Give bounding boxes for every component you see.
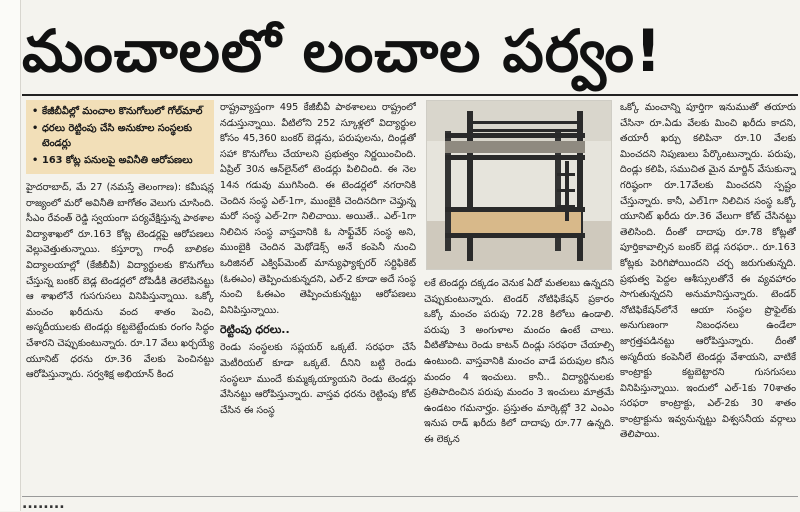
next-article-strip: ........ <box>22 496 798 512</box>
headline: మంచాలలో లంచాల పర్వం! <box>22 17 663 85</box>
highlights-box <box>26 100 214 174</box>
article-text: రాష్ట్రవ్యాప్తంగా 495 కేజీబీవీ పాఠశాలలు రాష్ట్రంలో నడుస్తున్నాయి. వీటిలోని 252 స్కూళ్లలో విద్యార్థుల కోసం 45,360 బంకర్ బెడ్లను, పరుపులను, దిండ్లతో సహా కొనుగోలు చేయాలని ప్రభుత్వం నిర్ణయించింది. ఏప్రిల్ 30న ఆన్‌లైన్‌లో టెండర్లు పిలిచింది. ఈ నెల 14న గడువు ముగిసింది. ఈ టెండర్లలో నగరానికి చెందిన సంస్థ ఎల్-1గా, ముంబైకి చెందినదిగా చెప్తున్న మరో సంస్థ ఎల్-2గా నిలిచాయి. అయితే.. ఎల్-1గా నిలిచిన సంస్థ వాస్తవానికి ఓ సాఫ్ట్‌వేర్ సంస్థ అని, ముంబైకి చెందిన మెథోడెక్స్ అనే కంపెనీ నుంచి ఒరిజినల్ ఎక్విప్‌మెంట్ మాన్యుఫ్యాక్చరర్ సర్టిఫికెట్ (ఓఈఎం) తెప్పించుకున్నదని, ఎల్-2 కూడా అదే సంస్థ నుంచి ఓఈఎం తెప్పించుకున్నట్టు ఆరోపణలు వినిపిస్తున్నాయి. <box>220 102 416 316</box>
article-text: ఒక్కో మంచాన్ని పూర్తిగా ఇనుముతో తయారు చేసినా రూ.ఏడు వేలకు మించి ఖరీదు కాదని, తయారీ ఖర్చు కలిపినా రూ.10 వేలకు మించదని నిపుణులు పేర్కొంటున్నారు. పరుపు, దిండ్లు కలిపి, సముచిత మైన మార్జిన్ వేసుకున్నా గరిష్ఠంగా రూ.17వేలకు మించదని స్పష్టం చేస్తున్నారు. కానీ, ఎల్1గా నిలిచిన సంస్థ ఒక్కో యూనిట్ ఖరీదు రూ.36 వేలుగా కోట్ చేసినట్టు తెలిసింది. దీంతో దాదాపు రూ.78 కోట్లతో పూర్తికావాల్సిన బంకర్ బెడ్ల సరఫరా.. రూ.163 కోట్లకు పెరిగిపోయిందని చర్చ జరుగుతున్నది. ప్రభుత్వ పెద్దల ఆశీస్సులతోనే ఈ వ్యవహారం సాగుతున్నదని అనుమానిస్తున్నారు. టెండర్ నోటిఫికేషన్‌లోనే ఆయా సంస్థల ప్రొఫైల్‌కు అనుగుణంగా నిబంధనలు ఉండేలా జాగ్రత్తపడినట్టు ఆరోపిస్తున్నారు. దీంతో అస్మదీయ కంపెనీలే టెండర్లు వేశాయని, వాటికే కాంట్రాక్టు కట్టబెట్టారని గుసగుసలు వినిపిస్తున్నాయి. ఇందులో ఎల్-1కు 70శాతం సరఫరా కాంట్రాక్టు, ఎల్-2కు 30 శాతం కాంట్రాక్టును ఇవ్వనున్నట్టు విశ్వసనీయ వర్గాలు తెలిపాయి. <box>620 102 796 441</box>
bullet-icon: • <box>32 106 39 117</box>
column-1 <box>26 100 214 500</box>
highlight-text: కేజీబీవీల్లో మంచాల కొనుగోలులో గోల్‌మాల్ <box>42 106 203 117</box>
highlight-text: ధరలు రెట్టింపు చేసి అనుకూల సంస్థలకు టెండర్లు <box>42 123 193 149</box>
highlight-item <box>32 121 208 151</box>
highlight-text: 163 కోట్ల పనులపై అవినీతి ఆరోపణలు <box>42 155 193 166</box>
headline-rule <box>22 94 798 96</box>
page-margin <box>0 0 21 511</box>
column-3 <box>424 100 614 500</box>
column-4 <box>620 100 796 500</box>
bunk-bed-image <box>427 101 611 269</box>
bunk-bed-photo <box>426 100 612 270</box>
highlight-item <box>32 104 208 119</box>
bullet-icon: • <box>32 123 39 134</box>
bullet-icon: • <box>32 155 39 166</box>
article-text: హైదరాబాద్, మే 27 (నమస్తే తెలంగాణ): కమీషన్ల రాజ్యంలో మరో అవినీతి బాగోతం వెలుగు చూసింది. సీఎం రేవంత్ రెడ్డి స్వయంగా పర్యవేక్షిస్తున్న పాఠశాల విద్యాశాఖలో రూ.163 కోట్ల టెండర్లపై ఆరోపణలు వెల్లువెత్తుతున్నాయి. కస్తూర్బా గాంధీ బాలికల విద్యాలయాల్లో (కేజీబీవీ) విద్యార్థులకు కొనుగోలు చేస్తున్న బంకర్ బెడ్ల టెండర్లలో దోపిడీకి తెరలేపినట్టు ఆ శాఖలోనే గుసగుసలు వినిపిస్తున్నాయి. ఒక్కో మంచం ఖరీదును వంద శాతం పెంచి, అస్మదీయులకు టెండర్లు కట్టబెట్టేందుకు రంగం సిద్ధం చేశారని చెప్పుకుంటున్నారు. రూ.17 వేలు ఖర్చయ్యే యూనిట్ ధరను రూ.36 వేలకు పెంచినట్టు ఆరోపిస్తున్నారు. సర్వశిక్ష అభియాన్ కింద <box>26 182 214 381</box>
highlight-item <box>32 153 208 168</box>
article-text: రెండు సంస్థలకు సప్లయర్ ఒక్కటే. సరఫరా చేసే మెటీరియల్ కూడా ఒక్కటే. దీనిని బట్టి రెండు సంస్థలూ ముందే కుమ్మక్కయ్యాయని రెండు టెండర్లు వేసినట్టు ఆరోపిస్తున్నారు. వాస్తవ ధరను రెట్టింపు కోట్ చేసిన ఈ సంస్థ <box>220 342 416 416</box>
column-2 <box>220 100 416 500</box>
subheading: రెట్టింపు ధరలు.. <box>220 323 290 337</box>
article-text: లకే టెండర్లు దక్కడం వెనుక ఏదో మతలబు ఉన్నదని చెప్పుకుంటున్నారు. టెండర్ నోటిఫికేషన్ ప్రకారం ఒక్కో మంచం పరుపు 72.28 కిలోలు ఉండాలి. పరుపు 3 అంగుళాల మందం ఉంటే చాలు. వీటితోపాటు రెండు కాటన్ దిండ్లు సరఫరా చేయాల్సి ఉంటుంది. వాస్తవానికి మంచం వాడే పరుపుల కనీస మందం 4 ఇంచులు. కానీ.. విద్యార్థినులకు ప్రతిపాదించిన పరుపు మందం 3 ఇంచులు మాత్రమే ఉండటం గమనార్హం. ప్రస్తుతం మార్కెట్లో 32 ఎంఎం ఇనుప రాడ్ ఖరీదు కిలో దాదాపు రూ.77 ఉన్నది. ఈ లెక్కన <box>424 278 614 445</box>
